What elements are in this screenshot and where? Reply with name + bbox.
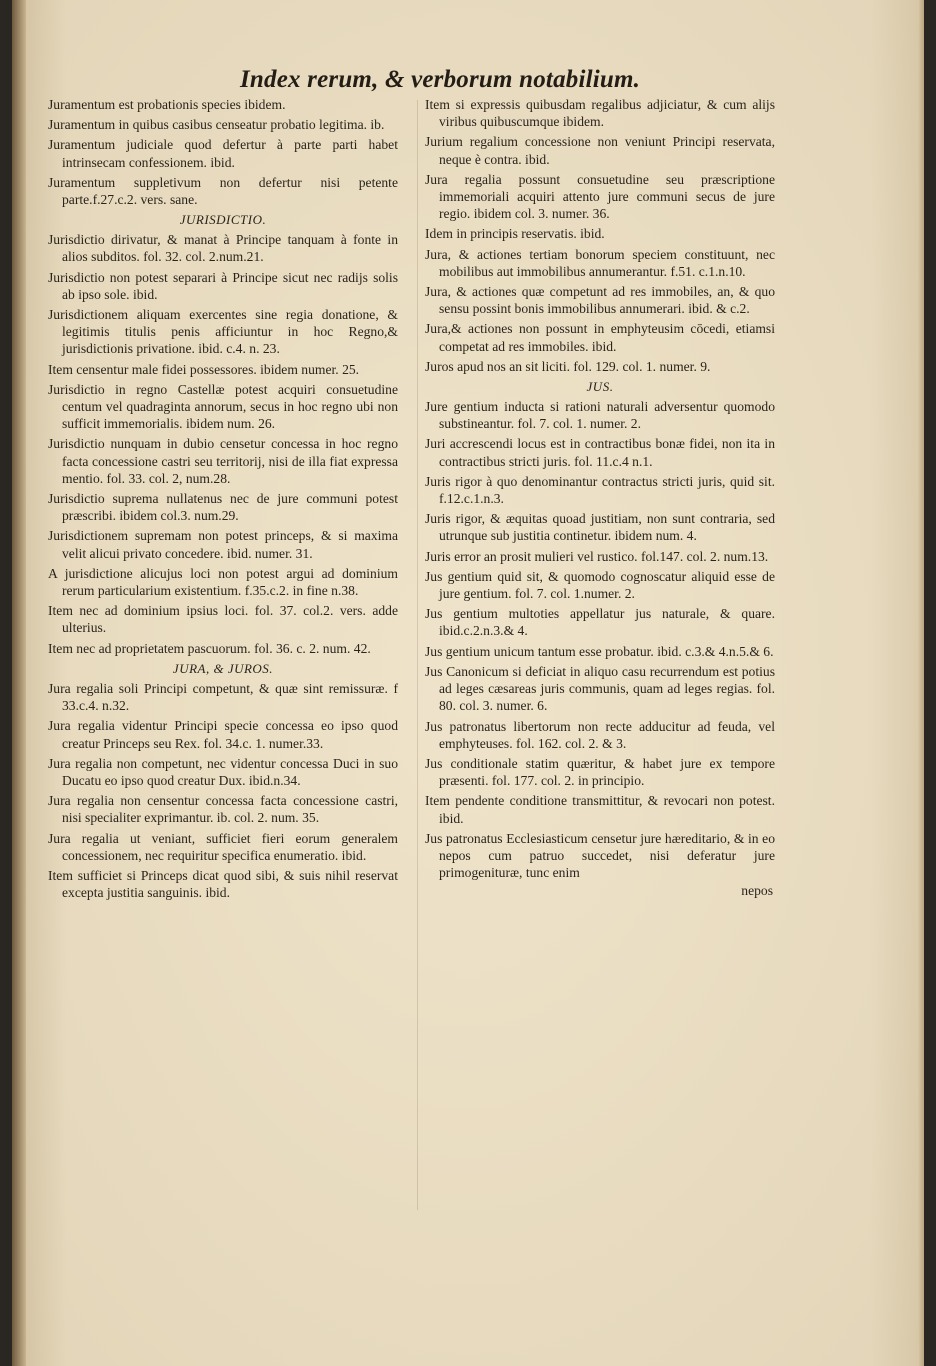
column-divider [417, 100, 418, 1210]
index-entry: A jurisdictione alicujus loci non potest argui ad dominium rerum particularium existentium. f.35.c.2. in fine n.38. [48, 565, 398, 599]
index-entry: Jura regalia ut veniant, sufficiet fieri eorum generalem concessionem, nec requiritur specifica enumeratio. ibid. [48, 830, 398, 863]
index-entry: Jura, & actiones tertiam bonorum speciem constituunt, nec mobilibus aut immobilibus annumerantur. f.51. c.1.n.10. [425, 246, 775, 279]
index-entry: Idem in principis reservatis. ibid. [425, 226, 605, 242]
index-entry: Jus gentium quid sit, & quomodo cognoscatur aliquid esse de jure gentium. fol. 7. col. 1.numer. 2. [425, 568, 775, 602]
index-entry: Juramentum in quibus casibus censeatur probatio legitima. ib. [48, 117, 385, 133]
index-entry: Jura regalia soli Principi competunt, & quæ sint remissuræ. f 33.c.4. n.32. [48, 680, 398, 714]
left-column [48, 96, 398, 904]
index-entry: Juramentum est probationis species ibidem. [48, 97, 286, 112]
index-entry: Jurisdictio non potest separari à Principe sicut nec radijs solis ab ipso sole. ibid. [48, 269, 398, 302]
index-entry: Jus gentium multoties appellatur jus naturale, & quare. ibid.c.2.n.3.& 4. [425, 606, 775, 639]
index-entry: Jura regalia non censentur concessa facta concessione castri, nisi specialiter exprimantur. ib. col. 2. num. 35. [48, 793, 398, 826]
index-entry: Jurisdictio in regno Castellæ potest acquiri consuetudine centum vel quadraginta annorum, secus in hoc regno ubi non sufficit immemorialis. ibidem num. 26. [48, 381, 398, 432]
index-entry: Jus patronatus libertorum non recte adducitur ad feuda, vel emphyteuses. fol. 162. col. 2. & 3. [425, 718, 775, 751]
index-entry: Jurisdictio suprema nullatenus nec de jure communi potest præscribi. ibidem col.3. num.29. [48, 491, 398, 524]
section-heading: JURA, & JUROS. [172, 660, 274, 676]
index-entry: Item censentur male fidei possessores. ibidem numer. 25. [48, 361, 360, 377]
index-entry: Jura regalia possunt consuetudine seu præscriptione immemoriali acquiri attento jure communi secus de jure regio. ibidem col. 3. numer. 36. [425, 171, 775, 222]
index-entry: Jura, & actiones quæ competunt ad res immobiles, an, & quo sensu possint bonis immobilibus annumerari. ibid. & c.2. [425, 284, 775, 317]
section-heading: JUS. [586, 379, 614, 395]
index-entry: Jurisdictionem aliquam exercentes sine regia donatione, & legitimis titulis penis afficiuntur in hoc Regno,& jurisdictionis privatione. ibid. c.4. n. 23. [48, 307, 398, 357]
section-heading: JURISDICTIO. [179, 212, 267, 228]
index-entry: Juri accrescendi locus est in contractibus bonæ fidei, non ita in contractibus stricti juris. fol. 11.c.4 n.1. [425, 436, 775, 469]
page-gutter [12, 0, 26, 1366]
right-column [425, 96, 775, 900]
index-entry: Juramentum judiciale quod defertur à parte parti habet intrinsecam confessionem. ibid. [48, 137, 398, 170]
index-entry: Item sufficiet si Princeps dicat quod sibi, & suis nihil reservat excepta justitia sanguinis. ibid. [48, 867, 398, 901]
index-entry: Item pendente conditione transmittitur, & revocari non potest. ibid. [425, 793, 775, 826]
index-entry: Jus gentium unicum tantum esse probatur. ibid. c.3.& 4.n.5.& 6. [425, 643, 774, 659]
index-entry: Item nec ad dominium ipsius loci. fol. 37. col.2. vers. adde ulterius. [48, 603, 398, 636]
index-entry: Jurisdictio nunquam in dubio censetur concessa in hoc regno facta concessione castri seu territorij, nisi de illa fiat expressa mentio. fol. 33. col. 2, num.28. [48, 436, 398, 486]
index-entry: Juros apud nos an sit liciti. fol. 129. col. 1. numer. 9. [425, 358, 711, 374]
catchword: nepos [741, 883, 773, 899]
index-entry: Item si expressis quibusdam regalibus adjiciatur, & cum alijs viribus quibuscumque ibidem. [425, 97, 775, 130]
index-entry: Juris rigor, & æquitas quoad justitiam, non sunt contraria, sed utrunque sub justitia continetur. ibidem num. 4. [425, 511, 775, 544]
index-entry: Jura regalia non competunt, nec videntur concessa Duci in suo Ducatu eo ipso quod creatur Dux. ibid.n.34. [48, 755, 398, 788]
index-entry: Jus conditionale statim quæritur, & habet jure ex tempore præsenti. fol. 177. col. 2. in principio. [425, 755, 775, 789]
index-entry: Item nec ad proprietatem pascuorum. fol. 36. c. 2. num. 42. [48, 640, 371, 656]
index-entry: Jus Canonicum si deficiat in aliquo casu recurrendum est potius ad leges cæsareas juris communis, quam ad leges regias. fol. 80. col. 3. numer. 6. [425, 663, 775, 714]
index-entry: Jurisdictionem supremam non potest princeps, & si maxima velit alicui privato concedere. ibid. numer. 31. [48, 528, 398, 561]
page-edge [918, 0, 924, 1366]
index-entry: Jus patronatus Ecclesiasticum censetur jure hæreditario, & in eo nepos cum patruo succedet, nisi deferatur jure primogenituræ, tunc enim [425, 830, 775, 881]
index-entry: Juramentum suppletivum non defertur nisi petente parte.f.27.c.2. vers. sane. [48, 174, 398, 208]
index-entry: Jurisdictio dirivatur, & manat à Principe tanquam à fonte in alios subditos. fol. 32. col. 2.num.21. [48, 232, 398, 265]
index-entry: Juris rigor à quo denominantur contractus stricti juris, quid sit. f.12.c.1.n.3. [425, 473, 775, 507]
index-entry: Jurium regalium concessione non veniunt Principi reservata, neque è contra. ibid. [425, 134, 775, 167]
index-entry: Juris error an prosit mulieri vel rustico. fol.147. col. 2. num.13. [425, 548, 769, 564]
index-entry: Jure gentium inducta si rationi naturali adversentur quomodo substineantur. fol. 7. col. 1. numer. 2. [425, 399, 775, 432]
index-entry: Jura,& actiones non possunt in emphyteusim cōcedi, etiamsi competat ad res immobiles. ibid. [425, 321, 775, 354]
index-entry: Jura regalia videntur Principi specie concessa eo ipso quod creatur Princeps seu Rex. fol. 34.c. 1. numer.33. [48, 718, 398, 751]
running-header: Index rerum, & verborum notabilium. [240, 66, 641, 93]
book-page [12, 0, 924, 1366]
